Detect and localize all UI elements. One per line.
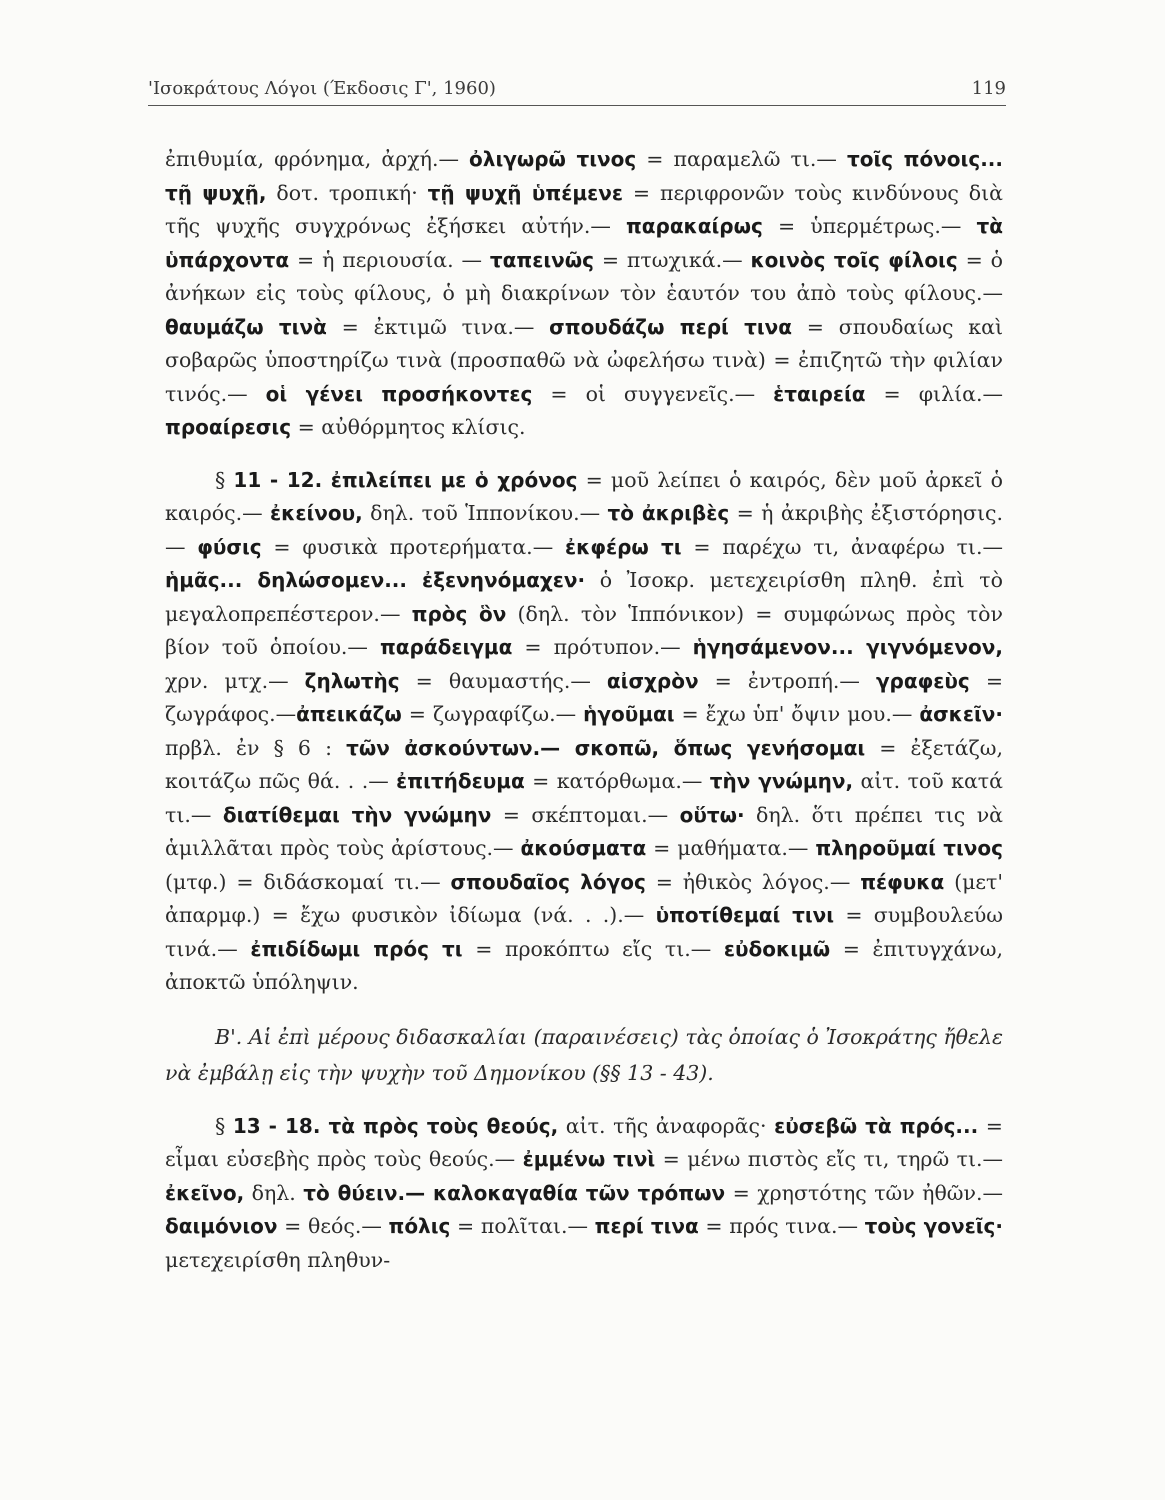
gloss-text: = εἶμαι εὐσεβὴς πρὸς τοὺς θεούς.— (165, 1113, 1003, 1171)
gloss-text: δηλ. τοῦ Ἱππονίκου.— (362, 501, 608, 525)
gloss-text: = ἡ περιουσία. — (289, 247, 490, 272)
gloss-text: = προκόπτω εἴς τι.— (462, 936, 724, 961)
gloss-text: = κατόρθωμα.— (524, 769, 710, 793)
lemma-term: ὀλιγωρῶ τινος (469, 147, 637, 171)
paragraph-section-11-12 (165, 464, 1003, 1000)
gloss-text: = φιλία.— (865, 381, 1003, 406)
gloss-text: = πολῖται.— (450, 1214, 595, 1238)
gloss-text: = ὁ ἀνήκων εἰς τοὺς φίλους, ὁ μὴ διακρίνων τὸν ἑαυτόν του ἀπὸ τοὺς φίλους.— (165, 247, 1003, 305)
lemma-term: εὐδοκιμῶ (723, 936, 831, 961)
gloss-text: = ἔχω ὑπ' ὄψιν μου.— (674, 702, 920, 726)
gloss-text: (μτφ.) = διδάσκομαί τι.— (165, 869, 451, 894)
lemma-term: ἐπιδίδωμι πρός τι (250, 936, 463, 961)
lemma-term: ἀπεικάζω (296, 702, 402, 726)
gloss-text: = αὐθόρμητος κλίσις. (291, 415, 526, 439)
lemma-term: ἐκείνου, (269, 501, 363, 525)
gloss-text: = μένω πιστὸς εἴς τι, τηρῶ τι.— (655, 1147, 1003, 1171)
gloss-text: χρν. μτχ.— (165, 668, 305, 693)
gloss-text: = πρότυπον.— (512, 635, 693, 659)
gloss-text: (μετ' ἀπαρμφ.) = ἔχω φυσικὸν ἰδίωμα (νά. . .).— (165, 869, 1004, 927)
gloss-text: = ἐπιτυγχάνω, ἀποκτῶ ὑπόληψιν. (165, 936, 1003, 994)
lemma-term: πόλις (388, 1214, 451, 1238)
lemma-term: τοῖς πόνοις... τῇ ψυχῇ, (165, 147, 1003, 205)
gloss-text: δηλ. ὅτι πρέπει τις νὰ ἁμιλλᾶται πρὸς τοὺς ἀρίστους.— (165, 802, 1004, 860)
lemma-term: φύσις (197, 534, 262, 559)
lemma-term: προαίρεσις (165, 415, 292, 439)
lemma-term: πρὸς ὃν (411, 601, 507, 626)
lemma-term: ἐπιτήδευμα (396, 769, 525, 793)
lemma-term: πληροῦμαί τινος (815, 836, 1003, 860)
gloss-text: ἐπιθυμία, φρόνημα, ἀρχή.— (165, 147, 470, 171)
lemma-term: ἐμμένω τινὶ (522, 1147, 656, 1171)
lemma-term: εὐσεβῶ τὰ πρός... (774, 1113, 979, 1138)
lemma-term: ἐκεῖνο, (165, 1180, 245, 1205)
page-body (165, 143, 1003, 1277)
lemma-term: ἡγησάμενον... γιγνόμενον, (692, 635, 1003, 659)
gloss-text: = ἐξετάζω, κοιτάζω πῶς θά. . .— (165, 735, 1003, 793)
gloss-text: δηλ. (244, 1180, 304, 1205)
gloss-text: § (215, 467, 234, 492)
lemma-term: τὰ ὑπάρχοντα (165, 214, 1003, 272)
lemma-term: ἀκούσματα (520, 836, 647, 860)
lemma-term: τοὺς γονεῖς· (864, 1214, 1004, 1238)
lemma-term: τῶν ἀσκούντων.— σκοπῶ, ὅπως γενήσομαι (346, 735, 866, 760)
lemma-term: ὑποτίθεμαί τινι (655, 903, 835, 927)
gloss-text: μετεχειρίσθη πληθυν- (165, 1247, 391, 1272)
lemma-term: τὸ ἀκριβὲς (607, 501, 730, 525)
page-number: 119 (971, 78, 1006, 99)
gloss-text: = ζωγράφος.— (165, 668, 1003, 726)
section-heading-b (165, 1019, 1003, 1091)
lemma-term: 13 - 18. τὰ πρὸς τοὺς θεούς, (232, 1113, 559, 1138)
gloss-text: = μαθήματα.— (646, 836, 816, 860)
gloss-text: αἰτ. τοῦ κατά τι.— (165, 769, 1003, 827)
gloss-text: = ζωγραφίζω.— (401, 702, 584, 726)
lemma-term: διατίθεμαι τὴν γνώμην (222, 802, 492, 827)
lemma-term: οἱ γένει προσήκοντες (265, 381, 533, 406)
lemma-term: σπουδάζω περί τινα (549, 314, 792, 339)
lemma-term: δαιμόνιον (165, 1214, 278, 1238)
lemma-term: οὕτω· (679, 802, 745, 827)
gloss-text: αἰτ. τῆς ἀναφορᾶς· (558, 1113, 775, 1138)
lemma-term: πέφυκα (860, 869, 945, 894)
lemma-term: σπουδαῖος λόγος (450, 869, 646, 894)
lemma-term: γραφεὺς (875, 668, 970, 693)
gloss-text: = παραμελῶ τι.— (636, 147, 847, 171)
lemma-term: ζηλωτὴς (304, 668, 400, 693)
lemma-term: ἡμᾶς... δηλώσομεν... ἐξενηνόμαχεν· (165, 568, 586, 592)
lemma-term: ἡγοῦμαι (583, 702, 675, 726)
gloss-text: § (215, 1113, 233, 1138)
lemma-term: ταπεινῶς (489, 247, 594, 272)
lemma-term: ἑταιρεία (773, 381, 866, 406)
paragraph-section-13-18 (165, 1110, 1003, 1278)
gloss-text: = πρός τινα.— (698, 1214, 865, 1238)
lemma-term: παρακαίρως (625, 214, 763, 238)
lemma-term: 11 - 12. ἐπιλείπει με ὁ χρόνος (233, 467, 578, 492)
lemma-term: κοινὸς τοῖς φίλοις (750, 247, 958, 272)
gloss-text: = πτωχικά.— (594, 247, 751, 272)
paragraph-vocabulary-1 (165, 143, 1003, 445)
lemma-term: τῇ ψυχῇ ὑπέμενε (427, 180, 623, 205)
lemma-term: τὴν γνώμην, (709, 769, 854, 793)
gloss-text: πρβλ. ἐν § 6 : (165, 735, 347, 760)
running-header (148, 74, 1006, 106)
gloss-text: = ὑπερμέτρως.— (762, 214, 977, 238)
header-title: 'Ισοκράτους Λόγοι (Έκδοσις Γ', 1960) (148, 78, 496, 99)
gloss-text: = οἱ συγγενεῖς.— (532, 381, 774, 406)
gloss-text: Β'. Αἱ ἐπὶ μέρους διδασκαλίαι (παραινέσεις) τὰς ὁποίας ὁ Ἰσοκράτης ἤθελε νὰ ἐμβάλῃ εἰς τὴν ψυχὴν τοῦ Δημονίκου (§§ 13 - 43). (165, 1024, 1003, 1085)
gloss-text: = θαυμαστής.— (399, 668, 607, 693)
gloss-text: = φυσικὰ προτερήματα.— (261, 534, 565, 559)
gloss-text: = παρέχω τι, ἀναφέρω τι.— (681, 534, 1003, 559)
lemma-term: θαυμάζω τινὰ (165, 314, 327, 339)
gloss-text: = ἡ ἀκριβὴς ἐξιστόρησις.— (165, 501, 1003, 559)
lemma-term: ἐκφέρω τι (564, 534, 682, 559)
gloss-text: = σπουδαίως καὶ σοβαρῶς ὑποστηρίζω τινὰ (προσπαθῶ νὰ ὠφελήσω τινὰ) = ἐπιζητῶ τὴν φιλίαν τινός.— (165, 314, 1003, 406)
gloss-text: ὁ Ἰσοκρ. μετεχειρίσθη πληθ. ἐπὶ τὸ μεγαλοπρεπέστερον.— (165, 568, 1003, 626)
lemma-term: περί τινα (594, 1214, 699, 1238)
gloss-text: = ἐκτιμῶ τινα.— (326, 314, 550, 339)
gloss-text: = περιφρονῶν τοὺς κινδύνους διὰ τῆς ψυχῆς συγχρόνως ἐξήσκει αὐτήν.— (165, 180, 1004, 238)
gloss-text: = μοῦ λείπει ὁ καιρός, δὲν μοῦ ἀρκεῖ ὁ καιρός.— (165, 467, 1003, 525)
gloss-text: δοτ. τροπική· (266, 180, 428, 205)
lemma-term: τὸ θύειν.— καλοκαγαθία τῶν τρόπων (303, 1180, 726, 1205)
lemma-term: ἀσκεῖν· (919, 702, 1003, 726)
gloss-text: (δηλ. τὸν Ἱππόνικον) = συμφώνως πρὸς τὸν βίον τοῦ ὁποίου.— (165, 601, 1003, 659)
lemma-term: παράδειγμα (379, 635, 513, 659)
gloss-text: = θεός.— (277, 1214, 389, 1238)
lemma-term: αἰσχρὸν (606, 668, 699, 693)
gloss-text: = χρηστότης τῶν ἠθῶν.— (725, 1180, 1003, 1205)
gloss-text: = συμβουλεύω τινά.— (165, 903, 1004, 961)
gloss-text: = ἐντροπή.— (698, 668, 876, 693)
gloss-text: = ἠθικὸς λόγος.— (645, 869, 861, 894)
gloss-text: = σκέπτομαι.— (491, 802, 680, 827)
